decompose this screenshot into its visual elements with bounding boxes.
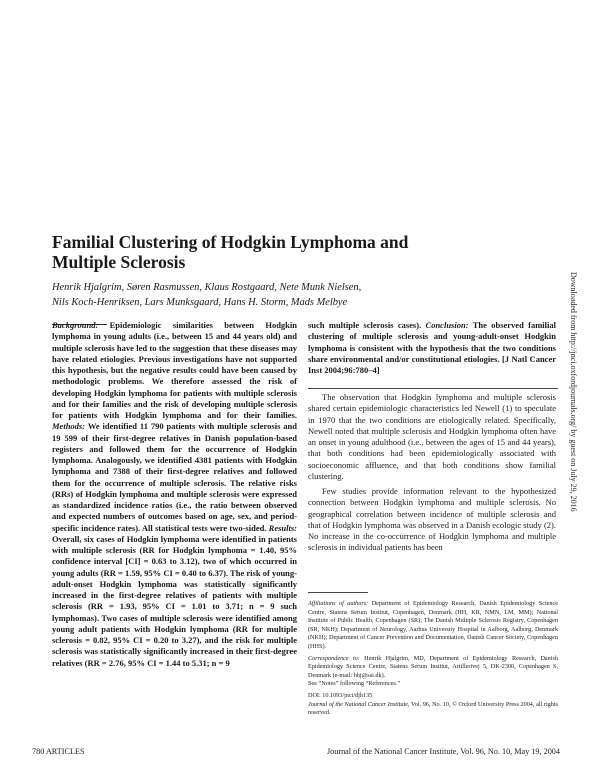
left-column: [52, 320, 297, 746]
authors-line-2: Nils Koch-Henriksen, Lars Munksgaard, Hans H. Storm, Mads Melbye: [52, 297, 348, 308]
results-text: Overall, six cases of Hodgkin lymphoma were identified in patients with multiple sclerosis (RR for Hodgkin lymphoma = 1.40, 95% confidence interval [CI] = 0.63 to 3.12), two of which occurred in young adults (RR = 1.59, 95% CI = 0.40 to 6.37). The risk of young-adult-onset Hodgkin lymphoma was statistically significantly increased in the first-degree relatives of patients with multiple sclerosis (RR = 1.93, 95% CI = 1.01 to 3.71; n = 9 such lymphomas). Two cases of multiple sclerosis were identified among young adult patients with Hodgkin lymphoma (RR for multiple sclerosis = 0.82, 95% CI = 0.20 to 3.27), and the risk for multiple sclerosis was statistically significantly increased in their first-degree relatives (RR = 2.76, 95% CI = 1.44 to 5.31; n = 9: [52, 533, 297, 668]
title-line-1: Familial Clustering of Hodgkin Lymphoma and: [52, 232, 409, 252]
correspondence: Correspondence to: Henrik Hjalgrim, MD, Department of Epidemiology Research, Danish Epidemiology Science Centre, Statens Serum Institut, Artillerivej 5, DK-2300, Copenhagen S, Denmark (e-mail: hhj@ssi.dk).: [308, 654, 558, 679]
journal-reference: Journal of the National Cancer Institute, Vol. 96, No. 10, May 19, 2004: [326, 747, 560, 756]
body-paragraph-2: Few studies provide information relevant to the hypothesized connection between Hodgkin lymphoma and multiple sclerosis. No geographical correlation between incidence of multiple sclerosis and that of Hodgkin lymphoma was observed in a Danish ecologic study (2). No increase in the co-occurrence of Hodgkin lymphoma and multiple sclerosis in individual patients has been: [308, 486, 556, 553]
conclusion-text: The observed familial clustering of multiple sclerosis and young-adult-onset Hodgkin lymphoma is consistent with the hypothesis that the two conditions share environmental and/or constitutional etiologies.: [308, 320, 556, 364]
conclusion-label: Conclusion:: [421, 320, 469, 330]
background-label: Background:: [52, 320, 99, 330]
authors-line-1: Henrik Hjalgrim, Søren Rasmussen, Klaus Rostgaard, Nete Munk Nielsen,: [52, 282, 362, 293]
author-notes: [308, 600, 558, 718]
body-paragraph-1: The observation that Hodgkin lymphoma and multiple sclerosis shared certain epidemiologic characteristics led Newell (1) to speculate in 1970 that the two conditions are etiologically related. Specifically, Newell noted that multiple sclerosis and Hodgkin lymphoma often have an onset in young adulthood (i.e., between the ages of 15 and 44 years), that both conditions had been epidemiologically associated with socioeconomic affluence, and that both conditions show familial clustering.: [308, 392, 556, 481]
title-line-2: Multiple Sclerosis: [52, 252, 186, 272]
download-watermark: Downloaded from http://jnci.oxfordjournals.org/ by guest on July 29, 2016: [569, 272, 578, 512]
see-notes: See “Notes” following “References.”: [308, 680, 401, 688]
methods-label: Methods:: [52, 421, 86, 432]
body-text: [308, 392, 556, 554]
doi: DOI: 10.1093/jnci/djh135: [308, 691, 373, 699]
page-footer: [32, 747, 560, 756]
article-title: [52, 232, 432, 272]
abstract-end-rule: [308, 388, 558, 389]
abstract-continuation: [308, 320, 556, 376]
affiliations: Affiliations of authors: Department of Epidemiology Research, Danish Epidemiology Science Centre, Statens Serum Institut, Copenhagen, Denmark (HH, KR, NMN, LM, MM); National Institute of Public Health, Copenhagen (SR); The Danish Multiple Sclerosis Registry, Copenhagen (SR, NKH); Department of Neurology, Aarhus University Hospital in Aalborg, Aalborg, Denmark (NKH); Department of Cancer Prevention and Documentation, Danish Cancer Society, Copenhagen (HHS).: [308, 600, 558, 650]
author-list: [52, 280, 472, 310]
citation: [J Natl Cancer Inst 2004;96:780–4]: [308, 353, 556, 375]
journal-rights: Journal of the National Cancer Institute, Vol. 96, No. 10, © Oxford University Press 2004, all rights reserved.: [308, 700, 558, 717]
background-text: Epidemiologic similarities between Hodgkin lymphoma in young adults (i.e., between 15 and 44 years old) and multiple sclerosis have led to the suggestion that these diseases may have related etiologies. Previous investigations have not supported this hypothesis, but the negative results could have been caused by methodologic problems. We therefore assessed the risk of developing Hodgkin lymphoma for patients with multiple sclerosis and for their families and the risk of developing multiple sclerosis for patients with Hodgkin lymphoma and for their families.: [52, 320, 297, 420]
methods-text: We identified 11 790 patients with multiple sclerosis and 19 599 of their first-degree relatives in Danish population-based registers and followed them for the occurrence of Hodgkin lymphoma. Analogously, we identified 4381 patients with Hodgkin lymphoma and 7388 of their first-degree relatives and followed them for the occurrence of multiple sclerosis. The relative risks (RRs) of Hodgkin lymphoma and multiple sclerosis were expressed as standardized incidence ratios (i.e., the ratio between observed and expected numbers of outcomes based on age, sex, and period-specific incidence rates). All statistical tests were two-sided.: [52, 421, 297, 533]
results-label: Results:: [266, 522, 297, 533]
abstract: [52, 320, 297, 669]
page-number-section: 780 ARTICLES: [32, 747, 85, 756]
notes-rule: [308, 592, 368, 593]
continued-text: such multiple sclerosis cases).: [308, 320, 422, 330]
